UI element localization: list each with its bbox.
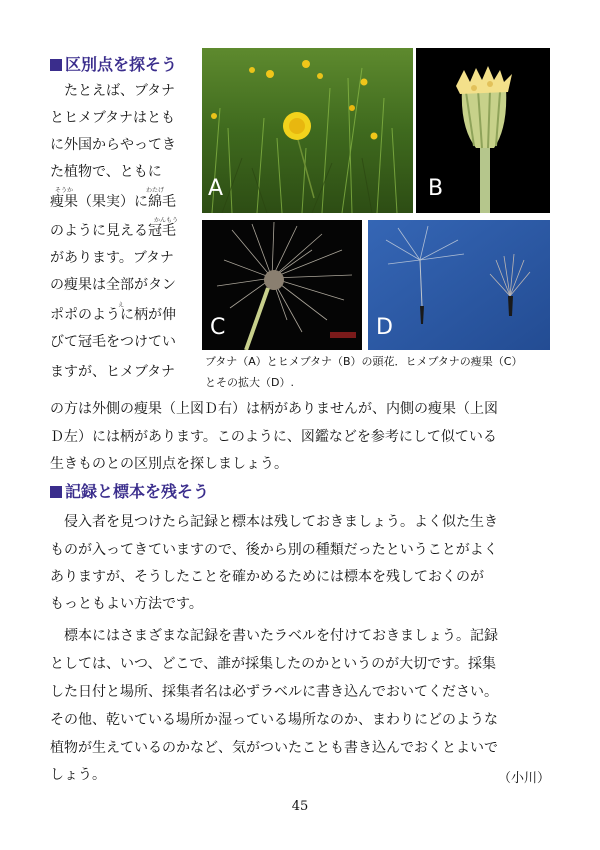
text-line: ポポのように柄が伸 [50,307,176,323]
ruby-watage: わたげ [146,187,165,194]
text-line: としては、いつ、どこで、誰が採集したのかというのが大切です。採集 [50,656,497,672]
photo-label-c: C [210,315,226,340]
page-number: 45 [291,799,309,814]
text-line: 植物が生えているのかなど、気がついたことも書き込んでおくとよいで [50,740,498,756]
square-bullet-icon [50,59,62,71]
text-line: があります。ブタナ [50,250,174,266]
section-heading-records: 記録と標本を残そう [50,479,209,502]
section-heading-distinguishing: 区別点を探そう [50,52,177,75]
ruby-e: え [118,302,125,309]
text-line: 瘦果（果実）に綿毛 [50,194,176,210]
figure-caption-line: ブタナ（A）とヒメブタナ（B）の頭花．ヒメブタナの瘦果（C） [205,355,523,368]
text-line: ますが、ヒメブタナ [50,364,176,380]
photo-a-drawing [202,48,413,213]
text-line: した日付と場所、採集者名は必ずラベルに書き込んでおいてください。 [50,684,498,700]
text-line: た植物で、ともに [50,164,162,180]
text-line: の瘦果は全部がタン [50,277,176,293]
text-line: とヒメブタナはとも [50,110,176,126]
photo-d-drawing [368,220,550,350]
author-credit: （小川） [497,771,550,786]
photo-a-butana-field [202,48,413,213]
text-line: たとえば、ブタナ [64,83,176,99]
text-line: その他、乾いている場所か湿っている場所なのか、まわりにどのような [50,712,498,728]
text-line: の方は外側の瘦果（上図Ｄ右）は柄がありませんが、内側の瘦果（上図 [50,401,498,417]
text-line: 侵入者を見つけたら記録と標本は残しておきましょう。よく似た生き [50,514,498,530]
photo-label-d: D [376,315,393,340]
ruby-kanmou: かんもう [154,217,179,224]
photo-label-a: A [208,176,224,201]
photo-c-drawing [202,220,362,350]
figure-caption-line: とその拡大（D）. [205,376,294,389]
text-line: しょう。 [50,767,106,783]
photo-b-himebutana-head [416,48,550,213]
text-line: に外国からやってき [50,137,176,153]
ruby-souka: そうか [55,187,74,194]
square-bullet-icon [50,486,62,498]
text-line: ものが入ってきていますので、後から別の種類だったということがよく [50,542,498,558]
text-line: 生きものとの区別点を探しましょう。 [50,456,288,472]
text-line: 標本にはさまざまな記録を書いたラベルを付けておきましょう。記録 [50,628,498,644]
text-line: ありますが、そうしたことを確かめるためには標本を残しておくのが [50,569,484,585]
photo-label-b: B [428,176,444,201]
text-line: のように見える冠毛 [50,223,176,239]
photo-d-achenes [368,220,550,350]
text-line: びて冠毛をつけてい [50,334,176,350]
text-line: Ｄ左）には柄があります。このように、図鑑などを参考にして似ている [50,429,497,445]
text-line: もっともよい方法です。 [50,596,203,612]
photo-c-seed-head [202,220,362,350]
